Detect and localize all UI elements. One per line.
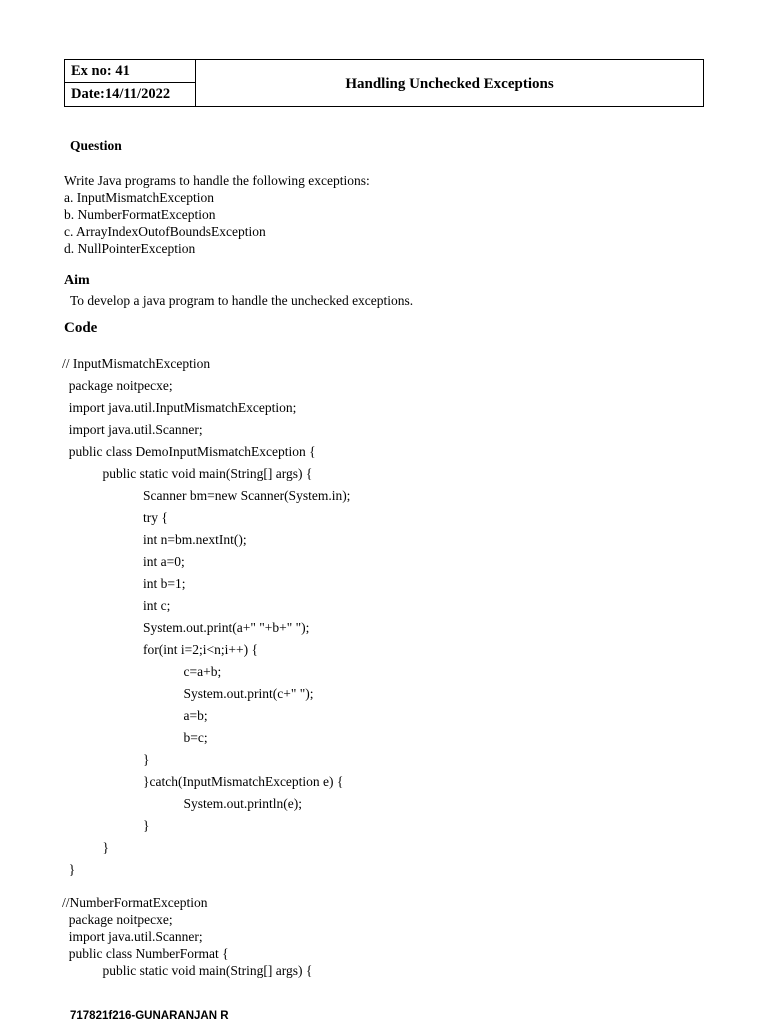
question-heading: Question	[70, 138, 122, 153]
code-line: }catch(InputMismatchException e) {	[62, 774, 344, 789]
code-line: public class DemoInputMismatchException {	[62, 444, 316, 459]
code-line: a=b;	[62, 708, 208, 723]
exercise-date: Date:14/11/2022	[71, 86, 171, 102]
code-line: int a=0;	[62, 554, 185, 569]
code-line: int c;	[62, 598, 171, 613]
aim-heading: Aim	[64, 273, 90, 288]
code-line: System.out.println(e);	[62, 796, 302, 811]
question-intro: Write Java programs to handle the following exceptions:	[64, 173, 370, 188]
code-line: public static void main(String[] args) {	[62, 466, 313, 481]
code-line: int n=bm.nextInt();	[62, 532, 247, 547]
question-item-d: d. NullPointerException	[64, 241, 196, 256]
code-line: import java.util.Scanner;	[62, 422, 203, 437]
exercise-title: Handling Unchecked Exceptions	[345, 76, 554, 92]
code-heading: Code	[64, 320, 98, 336]
aim-text: To develop a java program to handle the unchecked exceptions.	[70, 293, 414, 308]
question-item-b: b. NumberFormatException	[64, 207, 216, 222]
code-line: // InputMismatchException	[62, 356, 211, 371]
header-left-column	[65, 60, 196, 106]
code-line: }	[62, 752, 150, 767]
code-line: }	[62, 840, 109, 855]
question-item-a: a. InputMismatchException	[64, 190, 214, 205]
code-line: try {	[62, 510, 168, 525]
code-line: }	[62, 818, 150, 833]
header-table	[64, 59, 704, 107]
code-line: package noitpecxe;	[62, 378, 173, 393]
exercise-number: Ex no: 41	[65, 60, 195, 83]
code-line: //NumberFormatException	[62, 895, 208, 910]
code-line: System.out.print(c+" ");	[62, 686, 314, 701]
code-block-number-format	[62, 894, 312, 979]
code-line: public class NumberFormat {	[62, 946, 229, 961]
code-line: import java.util.InputMismatchException;	[62, 400, 297, 415]
code-line: b=c;	[62, 730, 208, 745]
code-line: }	[62, 862, 76, 877]
code-line: System.out.print(a+" "+b+" ");	[62, 620, 310, 635]
code-line: Scanner bm=new Scanner(System.in);	[62, 488, 351, 503]
code-line: for(int i=2;i<n;i++) {	[62, 642, 258, 657]
code-line: c=a+b;	[62, 664, 222, 679]
code-block-input-mismatch	[62, 353, 350, 881]
code-line: import java.util.Scanner;	[62, 929, 203, 944]
code-line: public static void main(String[] args) {	[62, 963, 313, 978]
code-line: package noitpecxe;	[62, 912, 173, 927]
question-item-c: c. ArrayIndexOutofBoundsException	[64, 224, 266, 239]
page-footer: 717821f216-GUNARANJAN R	[70, 1010, 229, 1022]
code-line: int b=1;	[62, 576, 186, 591]
